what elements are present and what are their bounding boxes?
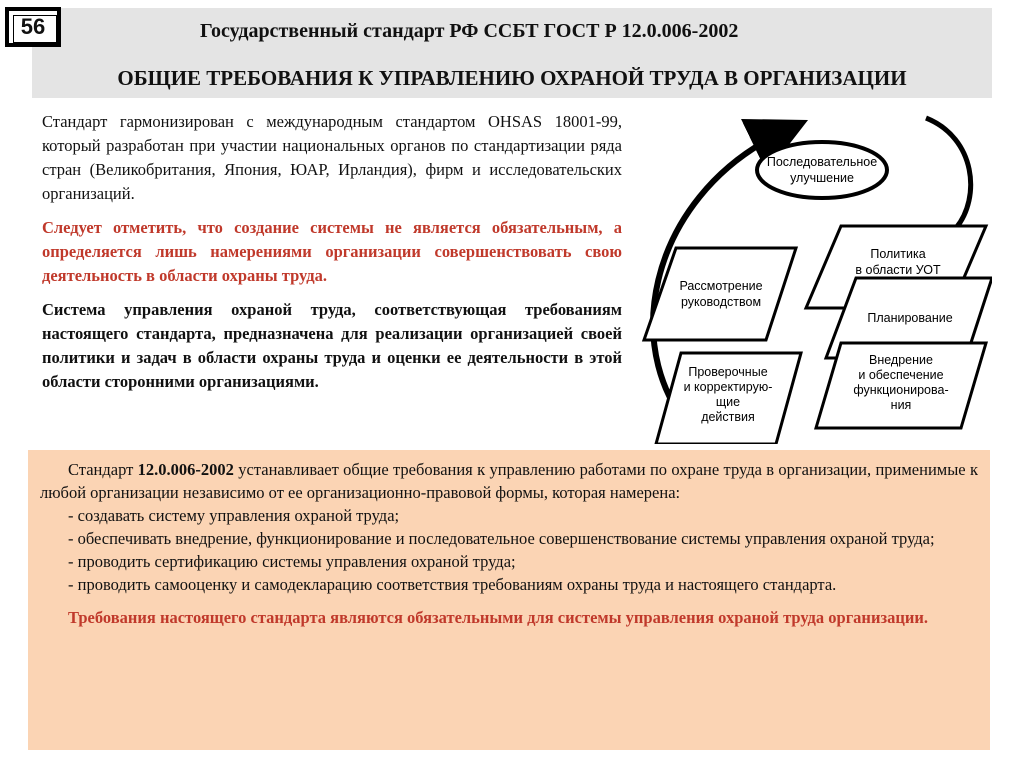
- checks-line4: действия: [701, 410, 755, 424]
- improvement-line2: улучшение: [790, 171, 854, 185]
- box-item: - проводить самооценку и самодекларацию соответствия требованиям охраны труда и настоящего стандарта.: [68, 575, 837, 594]
- page-title: Государственный стандарт РФ ССБТ ГОСТ Р 12.0.006-2002: [200, 20, 739, 42]
- paragraph-harmonized: Стандарт гармонизирован с международным стандартом OHSAS 18001-99, который разработан при участии национальных органов по стандартизации ряда стран (Великобритания, Япония, ЮАР, Ирландия), фирм и исследовательских организаций.: [42, 112, 622, 203]
- box-item: - обеспечивать внедрение, функционирование и последовательное совершенствование системы управления охраной труда;: [68, 529, 935, 548]
- cycle-arc-right: [926, 118, 971, 228]
- policy-line2: в области УОТ: [855, 263, 941, 277]
- checks-line2: и корректирую-: [683, 380, 773, 394]
- box-item: - проводить сертификацию системы управления охраной труда;: [68, 552, 516, 571]
- left-text-block: [42, 110, 622, 404]
- paragraph-system-purpose: Система управления охраной труда, соответствующая требованиям настоящего стандарта, предназначена для реализации организацией своей политики и задач в области охраны труда и оценки ее деятельности в этой области сторонними организациями.: [42, 300, 622, 391]
- paragraph-optional-note: Следует отметить, что создание системы не является обязательным, а определяется лишь намерениями организации совершенствовать свою деятельность в области охраны труда.: [42, 218, 622, 285]
- slide-number: 56: [5, 7, 61, 47]
- box-item: - создавать систему управления охраной труда;: [68, 506, 400, 525]
- requirements-box: [28, 450, 990, 750]
- review-line2: руководством: [680, 295, 762, 309]
- management-cycle-diagram: [636, 108, 992, 444]
- box-note: Требования настоящего стандарта являются обязательными для системы управления охраной труда организации.: [68, 608, 928, 627]
- implementation-line1: Внедрение: [869, 353, 933, 367]
- box-intro: [40, 458, 978, 504]
- checks-line1: Проверочные: [688, 365, 768, 379]
- box-intro-after: устанавливает общие требования к управлению работами по охране труда в организации, применимые к любой организации независимо от ее организационно-правовой формы, которая намерена:: [40, 460, 978, 502]
- review-box: [644, 248, 796, 340]
- improvement-ellipse: [757, 142, 887, 198]
- planning-line1: Планирование: [867, 311, 953, 325]
- page-subtitle: ОБЩИЕ ТРЕБОВАНИЯ К УПРАВЛЕНИЮ ОХРАНОЙ ТРУДА В ОРГАНИЗАЦИИ: [117, 66, 907, 90]
- checks-line3: щие: [715, 395, 741, 409]
- implementation-line3: функционирова-: [853, 383, 949, 397]
- box-intro-code: 12.0.006-2002: [137, 460, 234, 479]
- review-line1: Рассмотрение: [679, 279, 763, 293]
- improvement-line1: Последовательное: [766, 155, 878, 169]
- implementation-line2: и обеспечение: [858, 368, 944, 382]
- box-intro-before: Стандарт: [68, 460, 138, 479]
- implementation-line4: ния: [890, 398, 912, 412]
- policy-line1: Политика: [870, 247, 926, 261]
